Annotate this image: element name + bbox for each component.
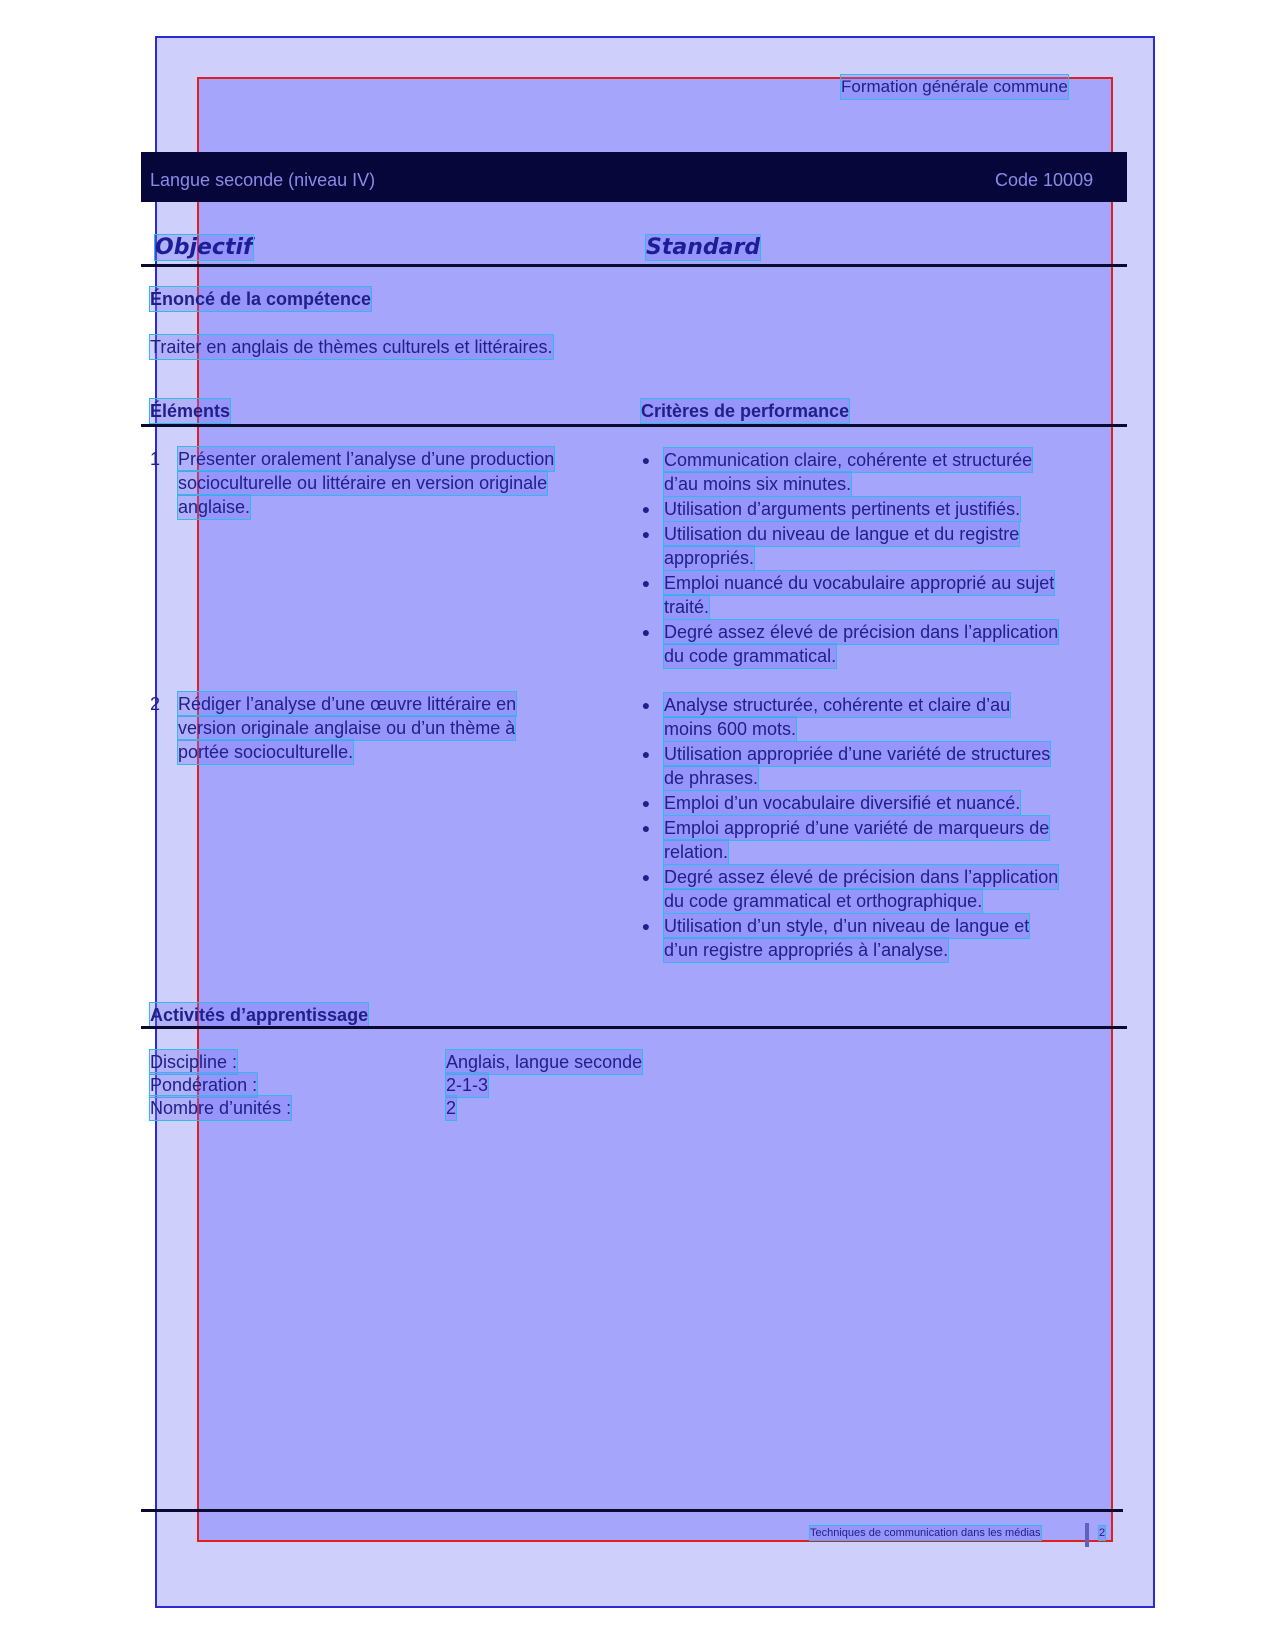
criterion-line: Emploi approprié d’une variété de marqueurs de [664,818,1050,838]
criteria-heading: Critères de performance [641,401,850,421]
criterion-line: du code grammatical. [664,646,837,666]
criterion-line: Analyse structurée, cohérente et claire d’au [664,695,1011,715]
bullet-icon: ● [641,918,651,934]
competence-text: Traiter en anglais de thèmes culturels et littéraires. [150,337,553,357]
criterion-line: Utilisation appropriée d’une variété de structures [664,744,1051,764]
page-number: 2 [1099,1527,1106,1539]
bullet-icon: ● [641,697,651,713]
activities-heading: Activités d’apprentissage [150,1005,369,1025]
competence-title: Énoncé de la compétence [150,289,372,309]
element-text-line: anglaise. [178,497,251,517]
criterion-line: Emploi d’un vocabulaire diversifié et nuancé. [664,793,1021,813]
element-text-line: Rédiger l’analyse d’une œuvre littéraire en [178,694,517,714]
element-text-line: version originale anglaise ou d’un thème à [178,718,516,738]
criterion-line: appropriés. [664,548,755,568]
course-title: Langue seconde (niveau IV) [150,170,376,190]
criterion-line: Utilisation d’un style, d’un niveau de langue et [664,916,1030,936]
units-label: Nombre d’unités : [150,1098,292,1118]
discipline-value: Anglais, langue seconde [446,1052,643,1072]
bullet-icon: ● [641,795,651,811]
criterion-line: du code grammatical et orthographique. [664,891,983,911]
bullet-icon: ● [641,575,651,591]
course-code: Code 10009 [995,170,1094,190]
element-text-line: Présenter oralement l’analyse d’une production [178,449,555,469]
element-text-line: socioculturelle ou littéraire en version originale [178,473,548,493]
standard-heading: Standard [646,235,761,260]
element-number: 2 [150,694,161,714]
objective-heading: Objectif [155,235,253,260]
footer-divider [141,1509,1123,1512]
criterion-line: Degré assez élevé de précision dans l’application [664,622,1059,642]
criterion-line: Utilisation d’arguments pertinents et justifiés. [664,499,1021,519]
criterion-line: Emploi nuancé du vocabulaire approprié au sujet [664,573,1055,593]
header-program-label: Formation générale commune [841,75,1068,99]
weighting-value: 2-1-3 [446,1075,489,1095]
criterion-line: moins 600 mots. [664,719,797,739]
bullet-icon: ● [641,869,651,885]
criterion-line: d’un registre appropriés à l’analyse. [664,940,949,960]
criterion-line: de phrases. [664,768,759,788]
criterion-line: Degré assez élevé de précision dans l’application [664,867,1059,887]
criterion-line: Communication claire, cohérente et structurée [664,450,1033,470]
divider [141,424,1127,427]
criterion-line: relation. [664,842,729,862]
discipline-label: Discipline : [150,1052,238,1072]
bullet-icon: ● [641,452,651,468]
weighting-label: Pondération : [150,1075,258,1095]
criterion-line: d’au moins six minutes. [664,474,852,494]
units-value: 2 [446,1098,457,1118]
bullet-icon: ● [641,526,651,542]
divider [141,1026,1127,1029]
criterion-line: traité. [664,597,710,617]
bullet-icon: ● [641,746,651,762]
elements-heading: Éléments [150,401,231,421]
footer-program-name: Techniques de communication dans les médias [810,1527,1041,1539]
bullet-icon: ● [641,820,651,836]
bullet-icon: ● [641,624,651,640]
divider [141,264,1127,267]
footer-separator [1085,1523,1089,1547]
criterion-line: Utilisation du niveau de langue et du registre [664,524,1020,544]
element-number: 1 [150,449,161,469]
bullet-icon: ● [641,501,651,517]
element-text-line: portée socioculturelle. [178,742,354,762]
